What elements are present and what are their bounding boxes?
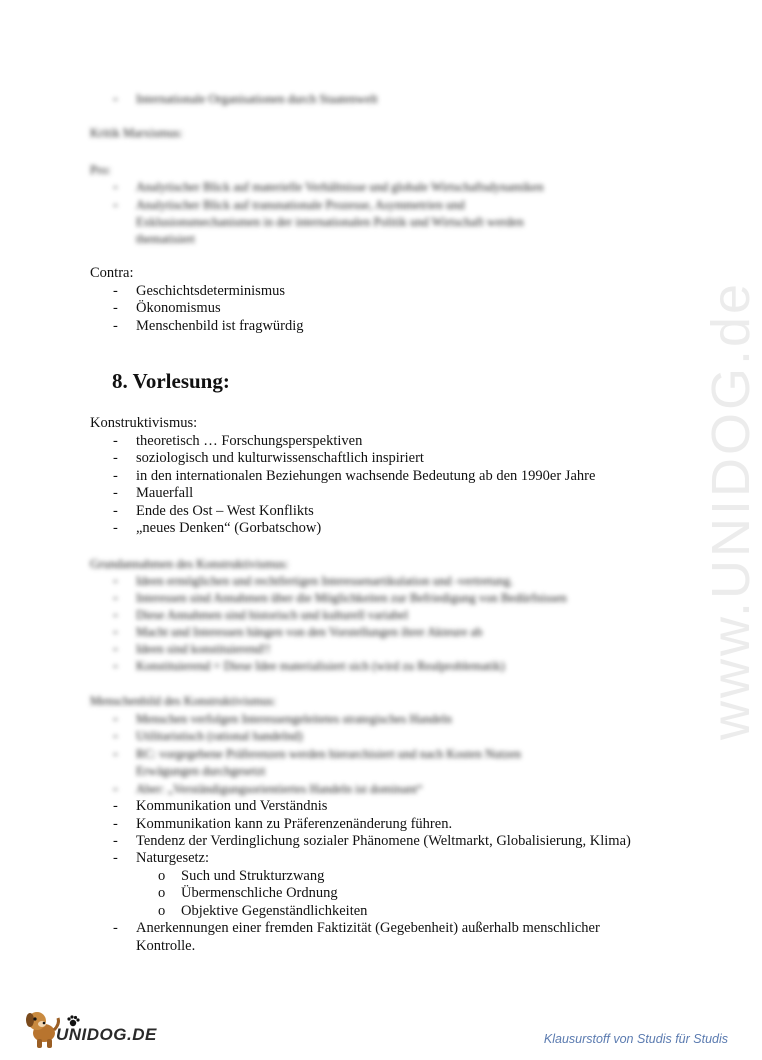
bullet: - <box>113 318 118 334</box>
list-item: „neues Denken“ (Gorbatschow) <box>136 520 322 536</box>
footer-slogan: Klausurstoff von Studis für Studis <box>543 1032 728 1046</box>
bullet: - <box>113 520 118 536</box>
sub-bullet: o <box>158 903 166 919</box>
blurred-line: Analytischer Blick auf materielle Verhältnisse und globale Wirtschaftsdynamiken <box>136 180 544 194</box>
bullet: - <box>113 433 118 449</box>
list-item: Naturgesetz: <box>136 850 210 866</box>
bullet: - <box>113 641 118 657</box>
blurred-line: Diese Annahmen sind historisch und kulturell variabel <box>136 608 409 622</box>
blurred-line: Ideen sind konstituierend!! <box>136 642 271 656</box>
bullet: - <box>113 624 118 640</box>
list-item: soziologisch und kulturwissenschaftlich inspiriert <box>136 450 424 466</box>
blurred-line: Aber: „Verständigungsorientiertes Handeln ist dominant“ <box>136 782 423 796</box>
blurred-line: Menschen verfolgen Interessengeleitetes strategisches Handeln <box>136 712 452 726</box>
bullet: - <box>113 607 118 623</box>
blurred-line: Utilitaristisch (rational handelnd) <box>136 729 303 743</box>
list-item: theoretisch … Forschungsperspektiven <box>136 433 363 449</box>
bullet: - <box>113 850 118 866</box>
bullet: - <box>113 485 118 501</box>
list-item: Menschenbild ist fragwürdig <box>136 318 304 334</box>
bullet: - <box>113 833 118 849</box>
blurred-heading: Grundannahmen des Konstruktivismus: <box>90 557 289 571</box>
blurred-heading: Menschenbild des Konstruktivismus: <box>90 694 277 708</box>
blurred-line: Erwägungen durchgesetzt <box>136 764 266 778</box>
list-item: Anerkennungen einer fremden Faktizität (Gegebenheit) außerhalb menschlicher <box>136 920 600 936</box>
bullet: - <box>113 573 118 589</box>
blurred-pro-label: Pro: <box>90 163 111 177</box>
blurred-line: RC: vorgegebene Präferenzen werden hierarchisiert und nach Kosten Nutzen <box>136 747 522 761</box>
bullet: - <box>113 920 118 936</box>
sub-bullet: o <box>158 885 166 901</box>
blurred-line: Macht und Interessen hängen von den Vorstellungen ihrer Akteure ab <box>136 625 483 639</box>
bullet: - <box>113 711 118 727</box>
sub-list-item: Such und Strukturzwang <box>181 868 325 884</box>
bullet: - <box>113 798 118 814</box>
bullet: - <box>113 590 118 606</box>
blurred-line: Interessen sind Annahmen über die Möglichkeiten zur Befriedigung von Bedürfnissen <box>136 591 567 605</box>
list-item: Kommunikation und Verständnis <box>136 798 328 814</box>
blurred-line: Ideen ermöglichen und rechtfertigen Interessenartikulation und -vertretung. <box>136 574 514 588</box>
bullet: - <box>113 728 118 744</box>
bullet: - <box>113 283 118 299</box>
logo-text[interactable]: UNIDOG.DE <box>56 1025 157 1044</box>
sub-list-item: Übermenschliche Ordnung <box>181 885 338 901</box>
list-item-continuation: Kontrolle. <box>136 938 196 954</box>
bullet: - <box>113 197 118 213</box>
contra-label: Contra: <box>90 265 134 281</box>
bullet: - <box>113 816 118 832</box>
list-item: in den internationalen Beziehungen wachsende Bedeutung ab den 1990er Jahre <box>136 468 596 484</box>
sub-list-item: Objektive Gegenständlichkeiten <box>181 903 368 919</box>
konstruktivismus-label: Konstruktivismus: <box>90 415 198 431</box>
list-item: Ökonomismus <box>136 300 221 316</box>
blurred-line: Konstituierend = Diese Idee materialisiert sich (wird zu Realproblematik) <box>136 659 505 673</box>
blurred-line: thematisiert <box>136 232 196 246</box>
list-item: Tendenz der Verdinglichung sozialer Phänomene (Weltmarkt, Globalisierung, Klima) <box>136 833 631 849</box>
bullet: - <box>113 179 118 195</box>
list-item: Geschichtsdeterminismus <box>136 283 286 299</box>
bullet: - <box>113 468 118 484</box>
list-item: Ende des Ost – West Konflikts <box>136 503 314 519</box>
blurred-line: Exklusionsmechanismen in der internationalen Politik und Wirtschaft werden <box>136 215 524 229</box>
bullet: - <box>113 300 118 316</box>
bullet: - <box>113 503 118 519</box>
sub-bullet: o <box>158 868 166 884</box>
blurred-line: Internationale Organisationen durch Staatenwelt <box>136 92 378 106</box>
watermark: www.UNIDOG.de <box>701 280 761 740</box>
bullet: - <box>113 91 118 107</box>
bullet: - <box>113 450 118 466</box>
list-item: Kommunikation kann zu Präferenzenänderung führen. <box>136 816 453 832</box>
list-item: Mauerfall <box>136 485 194 501</box>
bullet: - <box>113 746 118 762</box>
bullet: - <box>113 658 118 674</box>
blurred-heading: Kritik Marxismus: <box>90 126 183 140</box>
section-heading: 8. Vorlesung: <box>112 369 230 393</box>
bullet: - <box>113 781 118 797</box>
blurred-line: Analytischer Blick auf transnationale Prozesse, Asymmetrien und <box>136 198 465 212</box>
